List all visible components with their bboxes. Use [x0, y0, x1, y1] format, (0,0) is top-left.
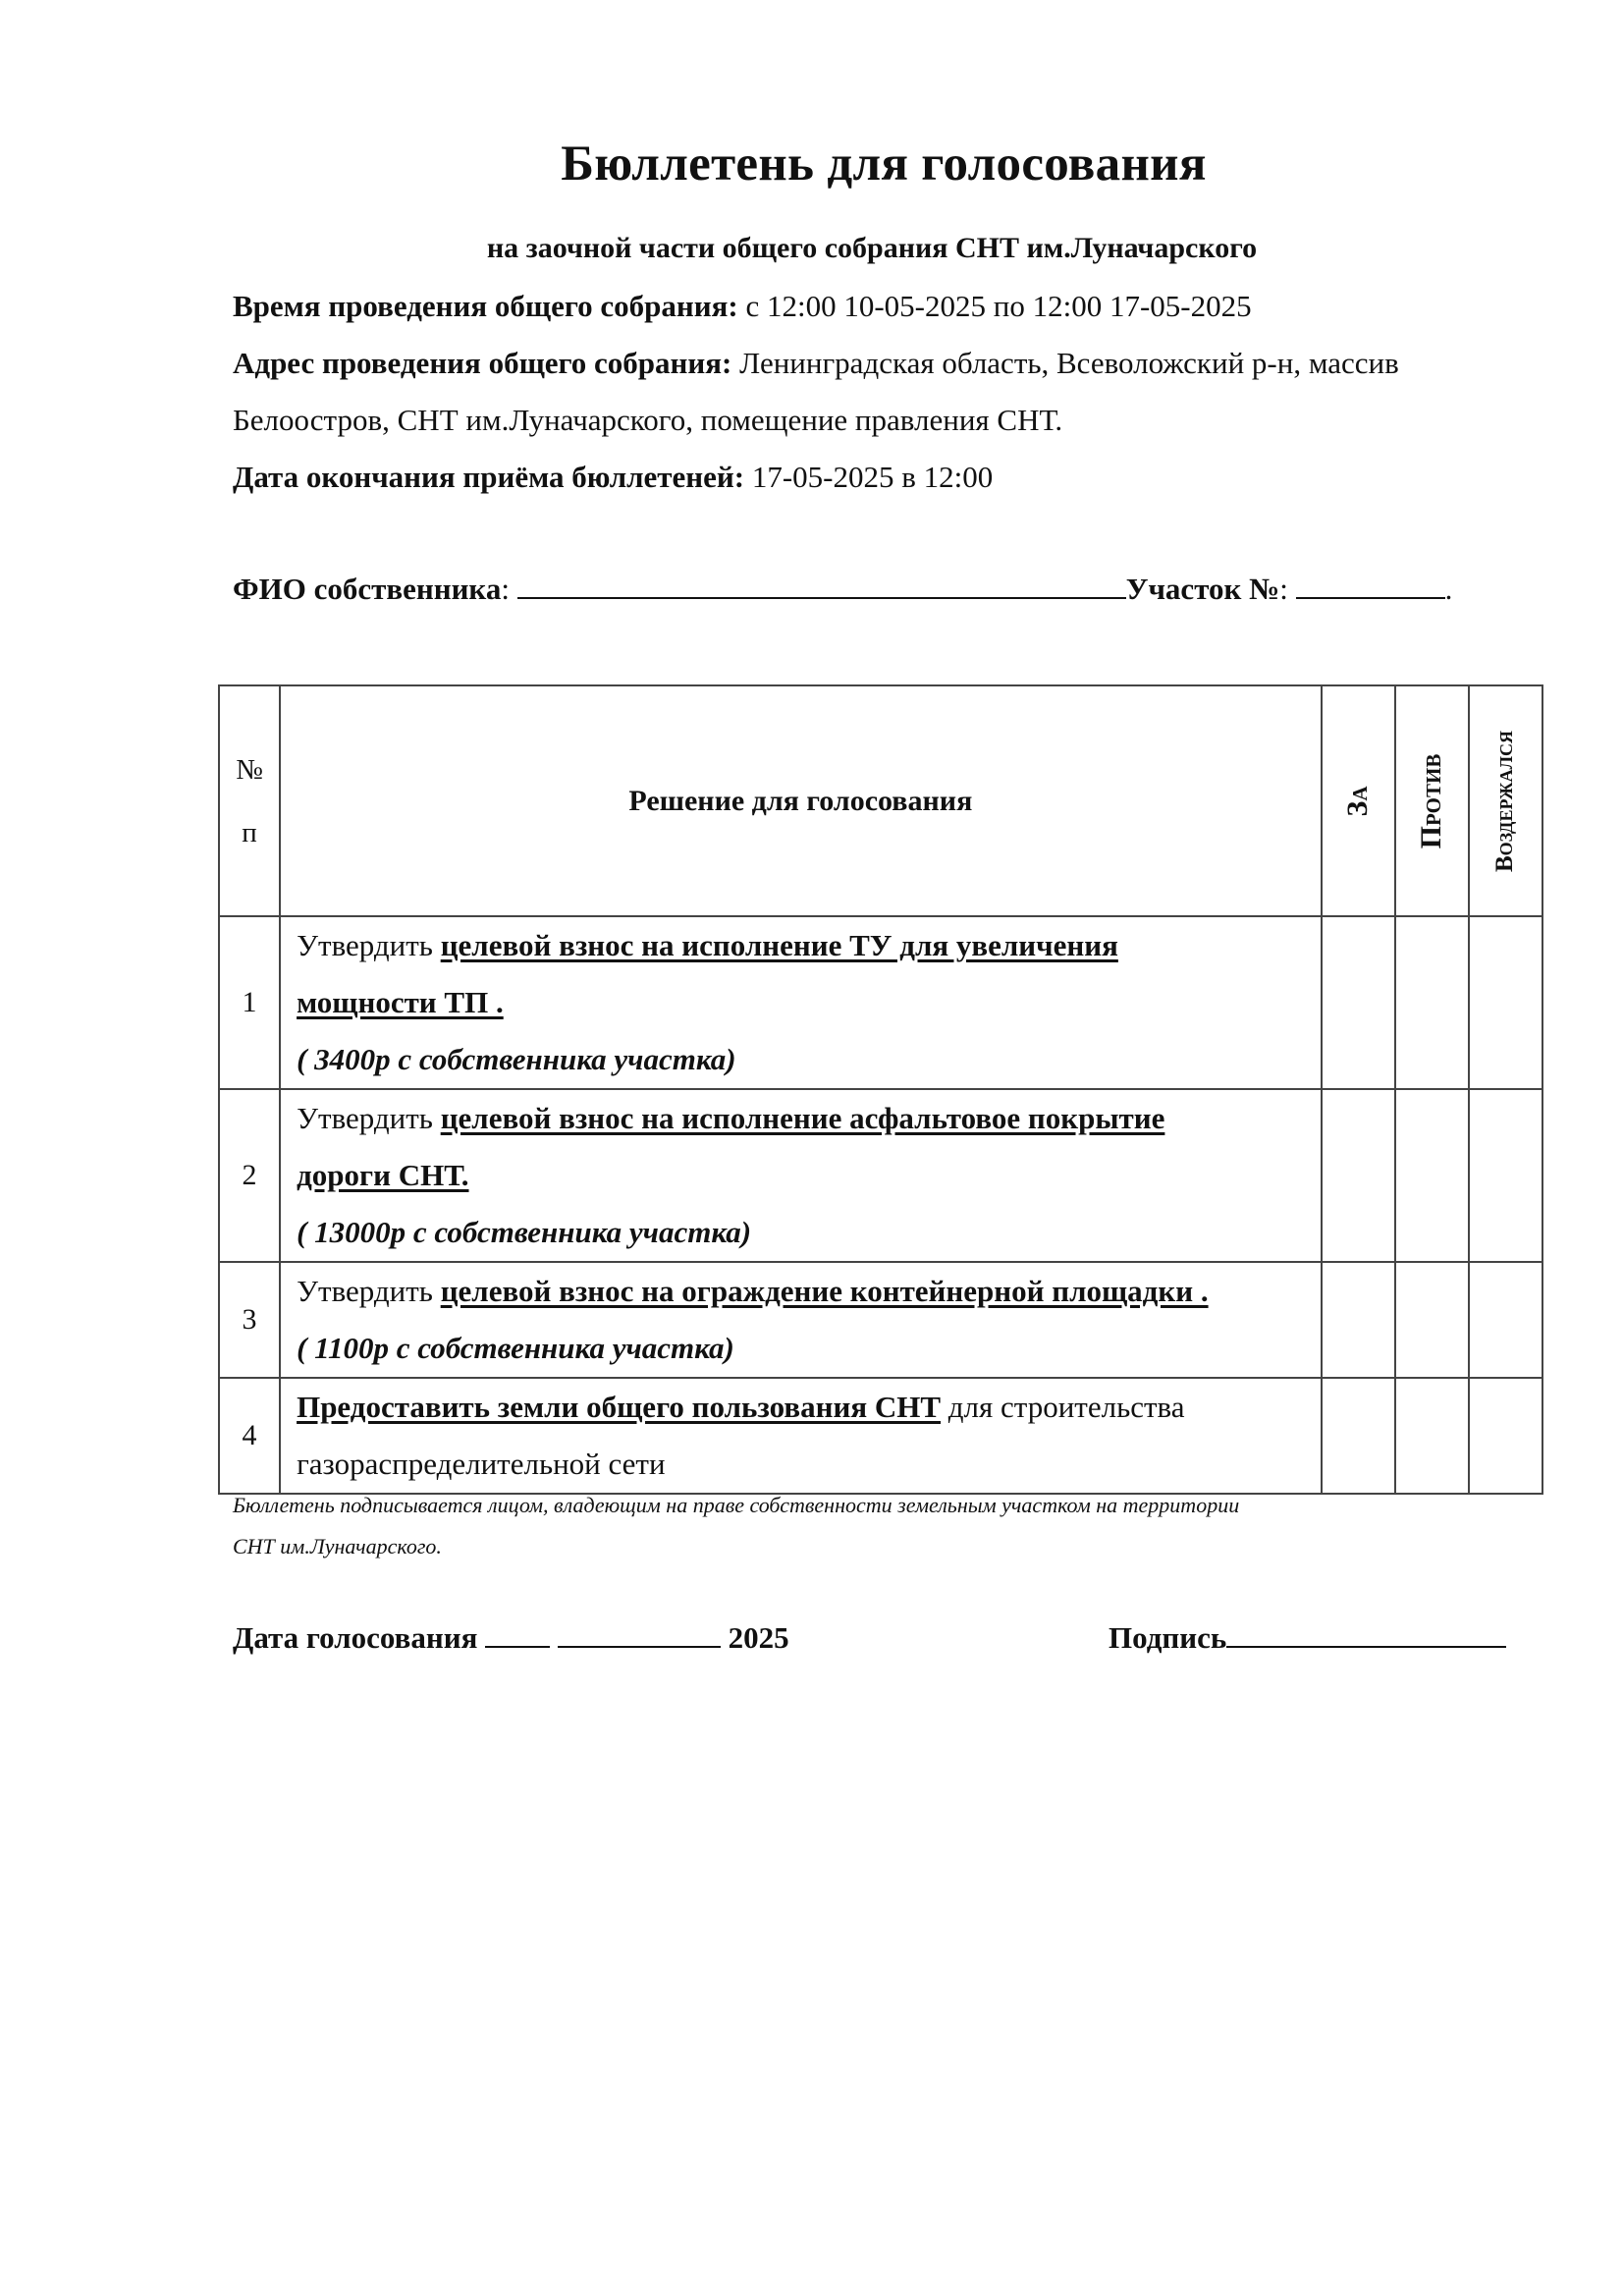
vote-abstain-cell[interactable] — [1469, 1089, 1542, 1262]
meeting-address-label: Адрес проведения общего собрания: — [233, 346, 732, 380]
decision-text: Утвердить целевой взнос на ограждение контейнерной площадки . ( 1100р с собственника участка) — [280, 1262, 1322, 1378]
signature-note-line-2: СНТ им.Луначарского. — [233, 1534, 442, 1558]
signature-block — [1109, 1620, 1506, 1656]
owner-line — [233, 572, 1452, 607]
vote-for-cell[interactable] — [1322, 916, 1395, 1089]
deadline-line — [233, 460, 993, 495]
row-number: 1 — [219, 916, 280, 1089]
plot-number-label: Участок № — [1125, 572, 1280, 606]
table-row — [219, 1378, 1542, 1494]
owner-name-field[interactable] — [517, 572, 1126, 599]
vote-against-cell[interactable] — [1395, 1378, 1469, 1494]
header-for: За — [1322, 685, 1395, 916]
row-number: 3 — [219, 1262, 280, 1378]
deadline-value: 17-05-2025 в 12:00 — [751, 460, 994, 494]
meeting-time-label: Время проведения общего собрания: — [233, 289, 738, 323]
signature-field[interactable] — [1226, 1622, 1506, 1648]
meeting-address-line-2 — [233, 403, 1062, 438]
table-header-row — [219, 685, 1542, 916]
meeting-address-value-2: Белоостров, СНТ им.Луначарского, помещение правления СНТ. — [233, 403, 1063, 437]
document-subtitle: на заочной части общего собрания СНТ им.Луначарского — [486, 232, 1258, 264]
deadline-label: Дата окончания приёма бюллетеней: — [233, 460, 745, 494]
vote-against-cell[interactable] — [1395, 1262, 1469, 1378]
vote-against-cell[interactable] — [1395, 916, 1469, 1089]
vote-month-field[interactable] — [558, 1622, 721, 1648]
decision-text: Предоставить земли общего пользования СНТ для строительства газораспределительной сети — [280, 1378, 1322, 1494]
voting-table — [218, 684, 1543, 1495]
meeting-address-line — [233, 346, 1399, 381]
plot-number-field[interactable] — [1296, 572, 1445, 599]
decision-text: Утвердить целевой взнос на исполнение асфальтовое покрытие дороги СНТ. ( 13000р с собственника участка) — [280, 1089, 1322, 1262]
meeting-address-value: Ленинградская область, Всеволожский р-н, массив — [739, 346, 1399, 380]
owner-name-label: ФИО собственника — [233, 572, 502, 606]
table-row — [219, 916, 1542, 1089]
meeting-time-line — [233, 289, 1252, 324]
table-row — [219, 1262, 1542, 1378]
plot-number-colon: : — [1279, 572, 1288, 606]
vote-abstain-cell[interactable] — [1469, 1262, 1542, 1378]
vote-day-field[interactable] — [485, 1622, 550, 1648]
header-abstain: Воздержался — [1469, 685, 1542, 916]
vote-abstain-cell[interactable] — [1469, 916, 1542, 1089]
owner-line-end: . — [1444, 572, 1453, 606]
vote-for-cell[interactable] — [1322, 1262, 1395, 1378]
meeting-time-value: с 12:00 10-05-2025 по 12:00 17-05-2025 — [745, 289, 1252, 323]
owner-name-colon: : — [501, 572, 510, 606]
vote-against-cell[interactable] — [1395, 1089, 1469, 1262]
header-number: № п — [219, 685, 280, 916]
footer-line — [233, 1620, 1539, 1656]
row-number: 2 — [219, 1089, 280, 1262]
signature-label: Подпись — [1109, 1620, 1227, 1655]
header-decision: Решение для голосования — [280, 685, 1322, 916]
vote-abstain-cell[interactable] — [1469, 1378, 1542, 1494]
header-against: Против — [1395, 685, 1469, 916]
vote-for-cell[interactable] — [1322, 1089, 1395, 1262]
decision-text: Утвердить целевой взнос на исполнение ТУ для увеличения мощности ТП . ( 3400р с собственника участка) — [280, 916, 1322, 1089]
document-title: Бюллетень для голосования — [561, 137, 1207, 191]
vote-year: 2025 — [728, 1620, 789, 1655]
row-number: 4 — [219, 1378, 280, 1494]
vote-date-label: Дата голосования — [233, 1620, 478, 1655]
table-row — [219, 1089, 1542, 1262]
vote-for-cell[interactable] — [1322, 1378, 1395, 1494]
signature-note-line-1: Бюллетень подписывается лицом, владеющим на праве собственности земельным участком на территории — [233, 1493, 1240, 1517]
